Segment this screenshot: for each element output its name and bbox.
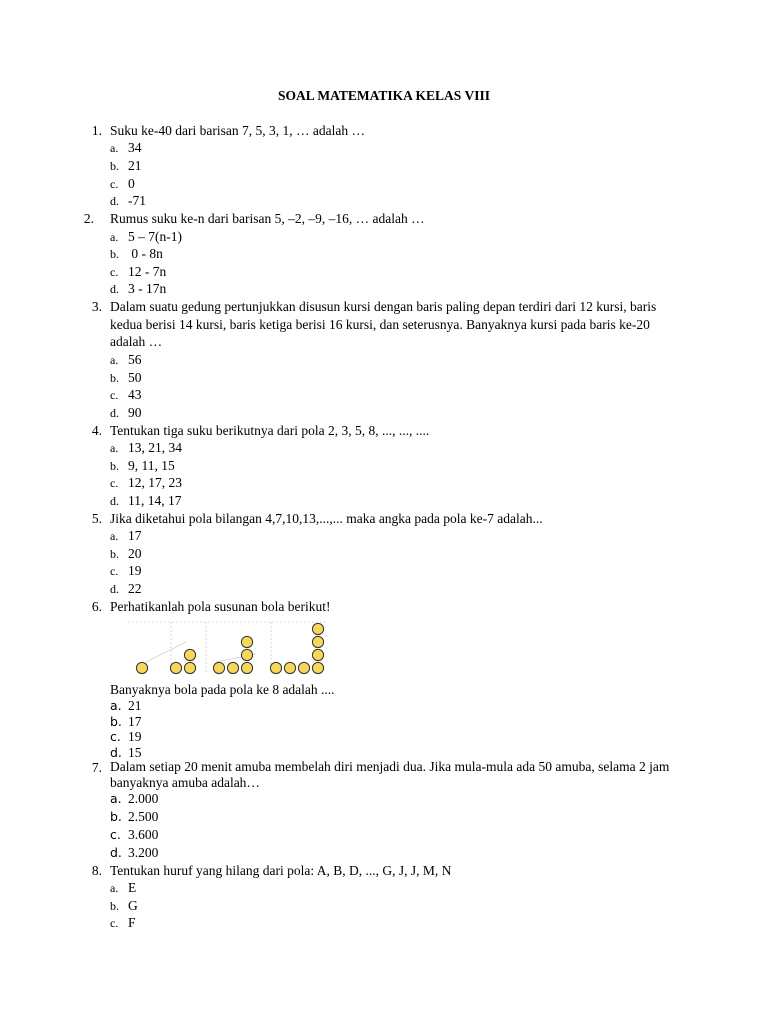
option-letter: d.	[110, 745, 122, 760]
option-letter: d.	[110, 406, 119, 420]
option-text: 3.200	[128, 845, 159, 860]
option-text: 0 - 8n	[128, 246, 163, 261]
option-letter: b.	[110, 809, 122, 824]
option-text: 2.000	[128, 791, 159, 806]
option-letter: d.	[110, 194, 119, 208]
question-number: 1.	[91, 123, 102, 138]
option-text: 19	[128, 563, 142, 578]
option-text: 0	[128, 176, 135, 191]
option-letter: d.	[110, 282, 119, 296]
option-letter: b.	[110, 459, 119, 473]
question-text: Tentukan tiga suku berikutnya dari pola 2, 3, 5, 8, ..., ..., ....	[110, 423, 430, 438]
option-text: E	[128, 880, 137, 895]
option-text: -71	[128, 193, 146, 208]
option-text: 21	[128, 158, 142, 173]
ball-pattern-figure	[126, 618, 336, 678]
option-letter: b.	[110, 159, 119, 173]
option-letter: c.	[110, 177, 119, 191]
question-text: Rumus suku ke-n dari barisan 5, –2, –9, –16, … adalah …	[110, 211, 425, 226]
option-text: 17	[128, 714, 142, 729]
option-text: 17	[128, 528, 142, 543]
option-text: 11, 14, 17	[128, 493, 182, 508]
option-letter: d.	[110, 845, 122, 860]
option-letter: c.	[110, 916, 119, 930]
option-letter: c.	[110, 827, 121, 842]
ball	[136, 662, 147, 673]
ball	[298, 662, 309, 673]
option-letter: c.	[110, 729, 121, 744]
option-letter: b.	[110, 899, 119, 913]
option-text: 3.600	[128, 827, 159, 842]
ball	[227, 662, 238, 673]
option-text: 21	[128, 698, 142, 713]
option-text: 56	[128, 352, 142, 367]
page-title: SOAL MATEMATIKA KELAS VIII	[278, 88, 490, 103]
option-letter: a.	[110, 141, 119, 155]
option-text: 19	[128, 729, 142, 744]
ball	[170, 662, 181, 673]
ball	[241, 662, 252, 673]
question-number: 8.	[91, 863, 102, 878]
option-text: 13, 21, 34	[128, 440, 182, 455]
option-text: 5 – 7(n-1)	[128, 229, 182, 244]
option-letter: d.	[110, 494, 119, 508]
option-letter: c.	[110, 476, 119, 490]
option-letter: a.	[110, 353, 119, 367]
option-text: 2.500	[128, 809, 159, 824]
ball	[184, 662, 195, 673]
option-text: 22	[128, 581, 142, 596]
ball	[213, 662, 224, 673]
option-letter: a.	[110, 881, 119, 895]
ball	[312, 662, 323, 673]
option-text: 12 - 7n	[128, 264, 167, 279]
option-text: 12, 17, 23	[128, 475, 182, 490]
question-subtext: Banyaknya bola pada pola ke 8 adalah ....	[110, 682, 335, 697]
option-text: F	[128, 915, 136, 930]
ball	[241, 649, 252, 660]
ball	[312, 636, 323, 647]
question-number: 2.	[83, 211, 94, 226]
question-text: Jika diketahui pola bilangan 4,7,10,13,...,... maka angka pada pola ke-7 adalah...	[110, 511, 543, 526]
ball	[241, 636, 252, 647]
guide-line	[146, 642, 186, 662]
option-text: 90	[128, 405, 142, 420]
option-text: 50	[128, 370, 142, 385]
option-letter: b.	[110, 547, 119, 561]
question-text: Dalam suatu gedung pertunjukkan disusun kursi dengan baris paling depan terdiri dari 12 kursi, baris kedua berisi 14 kursi, baris ketiga berisi 16 kursi, dan seterusnya. Banyaknya kursi pada baris ke-20 adalah …	[110, 299, 657, 349]
option-text: 34	[128, 140, 142, 155]
question-text: Suku ke-40 dari barisan 7, 5, 3, 1, … adalah …	[110, 123, 365, 138]
question-text: Dalam setiap 20 menit amuba membelah diri menjadi dua. Jika mula-mula ada 50 amuba, selama 2 jam banyaknya amuba adalah…	[110, 759, 670, 790]
option-text: 43	[128, 387, 142, 402]
option-text: 3 - 17n	[128, 281, 167, 296]
option-letter: a.	[110, 529, 119, 543]
option-text: 15	[128, 745, 142, 760]
question-number: 5.	[91, 511, 102, 526]
option-letter: d.	[110, 582, 119, 596]
option-letter: c.	[110, 265, 119, 279]
option-letter: a.	[110, 791, 122, 806]
question-number: 6.	[91, 599, 102, 614]
question-text: Perhatikanlah pola susunan bola berikut!	[110, 599, 331, 614]
ball	[312, 649, 323, 660]
question-number: 4.	[91, 423, 102, 438]
option-letter: c.	[110, 564, 119, 578]
option-text: G	[128, 898, 138, 913]
ball	[270, 662, 281, 673]
option-letter: b.	[110, 714, 122, 729]
option-text: 20	[128, 546, 142, 561]
option-letter: a.	[110, 698, 122, 713]
option-letter: a.	[110, 441, 119, 455]
option-letter: b.	[110, 247, 119, 261]
ball	[184, 649, 195, 660]
ball	[312, 623, 323, 634]
option-letter: c.	[110, 388, 119, 402]
option-letter: a.	[110, 230, 119, 244]
option-letter: b.	[110, 371, 119, 385]
option-text: 9, 11, 15	[128, 458, 175, 473]
question-number: 7.	[91, 760, 102, 775]
question-text: Tentukan huruf yang hilang dari pola: A, B, D, ..., G, J, J, M, N	[110, 863, 452, 878]
question-number: 3.	[91, 299, 102, 314]
ball	[284, 662, 295, 673]
